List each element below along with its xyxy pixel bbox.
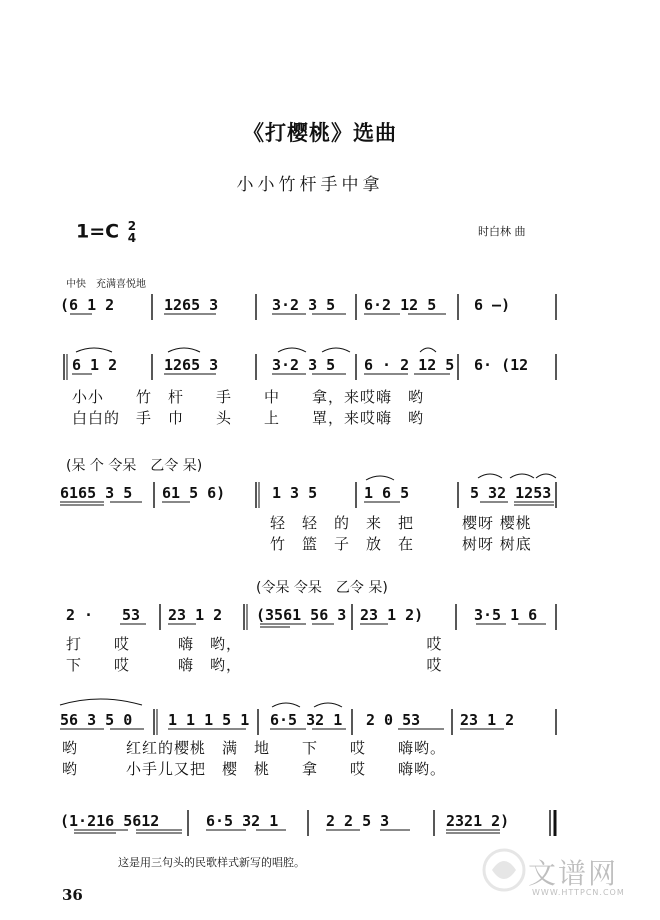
staff-row-1 [60, 292, 570, 318]
lyric-row-4-verse-2: 下 哎 嗨 哟， 哎 [66, 656, 443, 674]
measure-1-4: 6·2 12 5 [364, 296, 437, 314]
lyric-row-5-verse-2: 哟 小手儿又把 樱 桃 拿 哎 嗨哟。 [62, 760, 447, 778]
measure-2-4: 6 · 2 12 5 [364, 356, 455, 374]
staff-row-4 [60, 602, 570, 628]
measure-5-3: 6·5 32 1 [270, 711, 343, 729]
measure-6-2: 6·5 32 1 [206, 812, 279, 830]
measure-2-2: 1265 3 [164, 356, 219, 374]
lyric-row-2-verse-1: 小小 竹 杆 手 中 拿，来哎嗨 哟 [72, 388, 425, 406]
song-title: 《打樱桃》选曲 [243, 121, 397, 145]
measure-1-5: 6 —) [474, 296, 511, 314]
measure-4-1: 2 · [66, 606, 94, 624]
measure-6-3: 2 2 5 3 [326, 812, 390, 830]
lyric-row-3-verse-2: 竹 篮 子 放 在 树呀 树底 [270, 535, 532, 553]
time-top: 2 [127, 219, 137, 233]
footnote: 这是用三句头的民歌样式新写的唱腔。 [118, 856, 305, 869]
measure-5-1: 56 3 5 0 [60, 711, 133, 729]
staff-row-6 [60, 808, 570, 834]
measure-3-4: 1 6 5 [364, 484, 410, 502]
staff-row-3 [60, 480, 570, 506]
measure-4-6: 3·5 1 6 [474, 606, 538, 624]
tempo-marking: 中快 充满喜悦地 [66, 279, 146, 290]
measure-1-2: 1265 3 [164, 296, 219, 314]
measure-4-3: 23 1 2 [168, 606, 223, 624]
measure-5-2: 1 1 1 5 1 [168, 711, 250, 729]
measure-3-2: 61 5 6) [162, 484, 226, 502]
measure-6-4: 2321 2) [446, 812, 510, 830]
key-signature [76, 220, 136, 244]
measure-1-1: (6 1 2 [60, 296, 115, 314]
measure-4-4: (3561 56 3 [256, 606, 347, 624]
percussion-row-3: (呆 个 令呆 乙令 呆) [66, 458, 203, 474]
watermark-text: 文谱网 [528, 857, 619, 890]
measure-2-3: 3·2 3 5 [272, 356, 336, 374]
page-number: 36 [62, 886, 83, 904]
lyric-row-3-verse-1: 轻 轻 的 来 把 樱呀 樱桃 [270, 514, 532, 532]
percussion-row-4: (令呆 令呆 乙令 呆) [256, 580, 388, 596]
song-subtitle: 小小竹杆手中拿 [236, 175, 384, 195]
measure-5-5: 23 1 2 [460, 711, 515, 729]
measure-5-4: 2 0 53 [366, 711, 421, 729]
measure-2-5: 6· (12 [474, 356, 529, 374]
staff-row-5 [60, 707, 570, 733]
lyric-row-5-verse-1: 哟 红红的樱桃 满 地 下 哎 嗨哟。 [62, 739, 447, 757]
time-signature [128, 220, 136, 244]
time-bottom: 4 [127, 231, 137, 245]
staff-row-2 [60, 352, 570, 378]
watermark-url: WWW.HTTPCN.COM [532, 888, 625, 897]
measure-3-5: 5 32 1253 [470, 484, 552, 502]
measure-6-1: (1·216 5612 [60, 812, 160, 830]
key-label: 1=C [76, 220, 120, 243]
measure-4-2: 53 [122, 606, 141, 624]
measure-1-3: 3·2 3 5 [272, 296, 336, 314]
measure-3-3: 1 3 5 [272, 484, 318, 502]
lyric-row-2-verse-2: 白白的 手 巾 头 上 罩，来哎嗨 哟 [72, 409, 425, 427]
measure-3-1: 6165 3 5 [60, 484, 133, 502]
measure-4-5: 23 1 2) [360, 606, 424, 624]
lyric-row-4-verse-1: 打 哎 嗨 哟， 哎 [66, 635, 443, 653]
composer-credit: 时白林 曲 [478, 225, 526, 238]
measure-2-1: 6 1 2 [72, 356, 118, 374]
